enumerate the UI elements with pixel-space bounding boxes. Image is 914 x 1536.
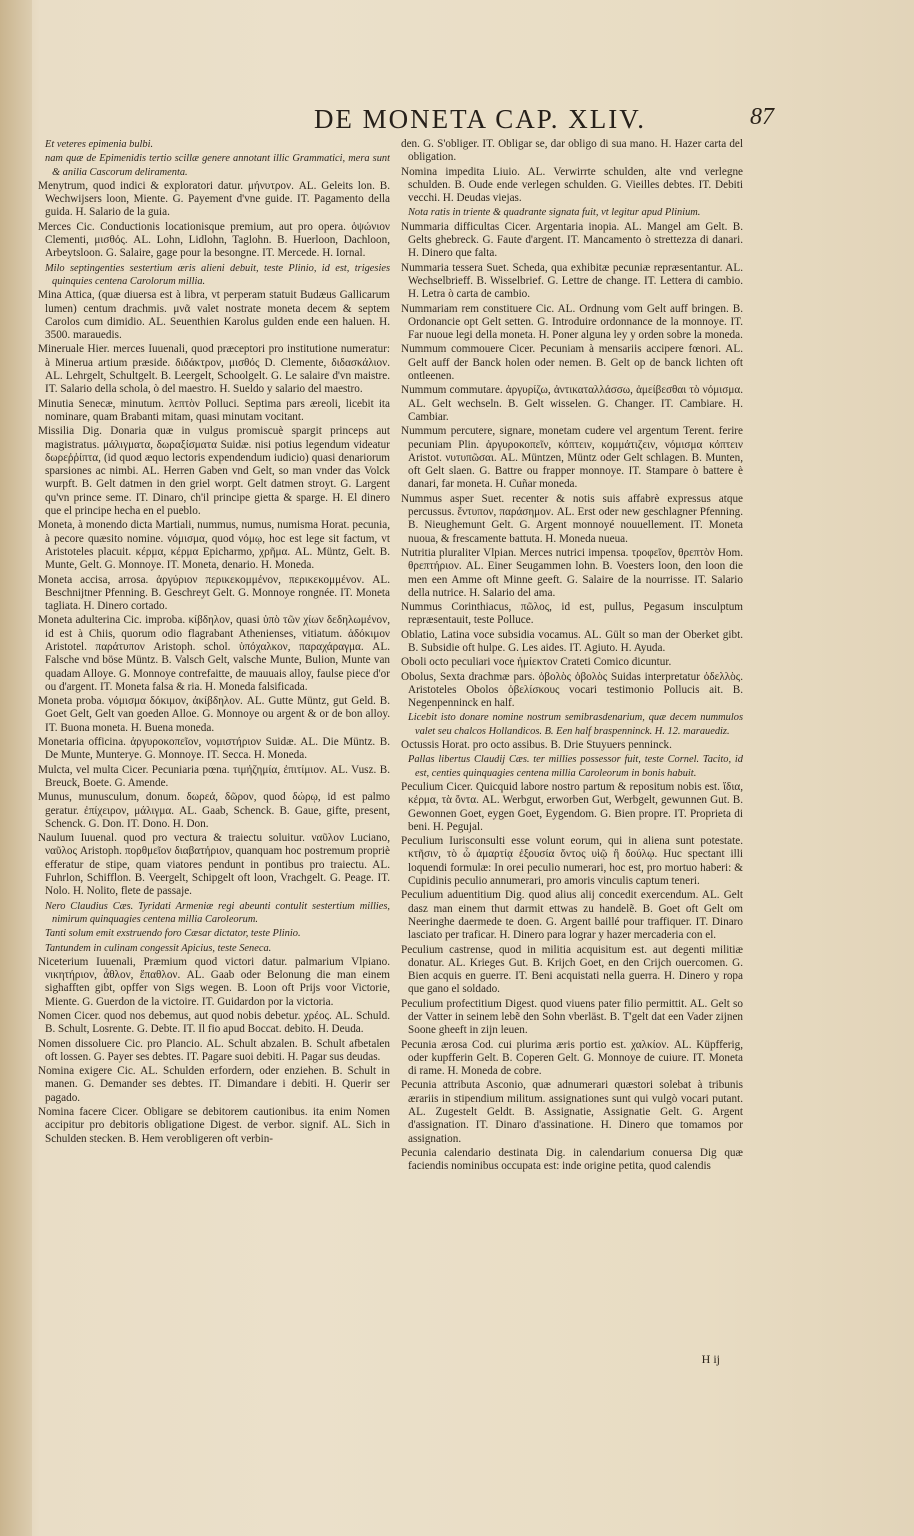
dictionary-entry: Nummaria tessera Suet. Scheda, qua exhibitæ pecuniæ repræsentantur. AL. Wechselbrieff. B. Wisselbrief. G. Lettre de change. IT. Lettera di cambio. H. Letra ò carta de cambio.: [401, 261, 743, 301]
dictionary-entry: Nomina impedita Liuio. AL. Verwirrte schulden, alte vnd verlegne schulden. B. Oude ende verlegen schulden. G. Vieilles debtes. IT. Debiti vecchi. H. Deudas viejas.: [401, 165, 743, 205]
dictionary-entry: Nummum commutare. ἀργυρίζω, ἀντικαταλλάσσω, ἀμείβεσθαι τὸ νόμισμα. AL. Gelt wechseln. B. Gelt wisselen. G. Changer. IT. Cambiare. H. Cambiar.: [401, 384, 743, 423]
citation-note: nam quæ de Epimenidis tertio scillæ genere annotant illic Grammatici, mera sunt & anilia Cascorum deliramenta.: [45, 153, 390, 178]
dictionary-entry: Moneta accisa, arrosa. ἀργύριον περικεκομμένον, περικεκομμένον. AL. Beschnijtner Pfenning. B. Geschreyt Gelt. G. Monnoye rongnée. IT. Moneta tagliata. H. Dinero cortado.: [38, 573, 390, 613]
dictionary-entry: Nomen dissoluere Cic. pro Plancio. AL. Schult abzalen. B. Schult afbetalen oft lossen. G. Payer ses debtes. IT. Pagare suoi debiti. H. Pagar sus deudas.: [38, 1037, 390, 1063]
citation-note: Nota ratis in triente & quadrante signata fuit, vt legitur apud Plinium.: [408, 207, 701, 219]
dictionary-entry: Peculium Iurisconsulti esse volunt eorum, qui in aliena sunt potestate. κτῆσιν, τὸ ὧ ἀμαρτίᾳ ἐξουσία ὄντος υἱῷ ἢ δούλῳ. Huc spectant illi loquendi formulæ: In orei peculio numerari, hoc est, pro mortuo haberi: & Cupidinis peculio annumerari, pro amoris vinculis captum teneri.: [401, 835, 743, 888]
running-header: DE MONETA CAP. XLIV.: [313, 104, 647, 134]
dictionary-entry: Nummaria difficultas Cicer. Argentaria inopia. AL. Mangel am Gelt. B. Gelts ghebreck. G. Faute d'argent. IT. Mancamento ò strettezza di danari. H. Dinero que falta.: [401, 220, 743, 260]
dictionary-entry: Oboli octo peculiari voce ἡμίεκτον Crateti Comico dicuntur.: [401, 656, 672, 669]
dictionary-entry: Nummariam rem constituere Cic. AL. Ordnung vom Gelt auff bringen. B. Ordonancie opt Gelt setten. G. Introduire ordonnance de la monnoye. IT. Far nuoue legi della moneta. H. Poner alguna ley y orden sobre la moneda.: [401, 302, 743, 342]
dictionary-entry: Nummus Corinthiacus, πῶλος, id est, pullus, Pegasum insculptum repræsentauit, teste Polluce.: [401, 601, 743, 627]
dictionary-entry: Oblatio, Latina voce subsidia vocamus. AL. Gült so man der Oberket gibt. B. Subsidie oft hulpe. G. Les aides. IT. Agiuto. H. Ayuda.: [401, 628, 743, 654]
dictionary-entry: Merces Cic. Conductionis locationisque premium, aut pro opera. ὀψώνιον Clementi, μισθός. AL. Lohn, Lidlohn, Taglohn. B. Huerloon, Dachloon, Arbeytsloon. G. Salaire, gage pour la besongne. IT. Mercede. H. Iornal.: [38, 220, 390, 260]
page-number: 87: [750, 104, 774, 130]
dictionary-entry: Missilia Dig. Donaria quæ in vulgus promiscuè spargit princeps aut magistratus. μάλιγματα, δωραξίσματα Suidæ. nisi potius legendum videatur δωρεῤῥίπτα, (id quod æquo lectoris expendendum iudicio) quasi denariorum sparsiones ac nimbi. AL. Herren Gaben vnd Gelt, so man vnder das Volck wurpft. B. Gelt datmen in den griel worpt. Gelt datmen stroyt. G. Largent qu'vn prince seme. IT. Dinaro, ch'il principe gietta & sparge. H. El dinero que el principe hecha en el pueblo.: [38, 425, 390, 518]
dictionary-entry: Moneta proba. νόμισμα δόκιμον, ἀκίβδηλον. AL. Gutte Müntz, gut Geld. B. Goet Gelt, Gelt van goeden Alloe. G. Monnoye ou argent & or de bon alloy. IT. Buona moneta. H. Buena moneda.: [38, 695, 390, 734]
signature-mark: H ij: [701, 1352, 720, 1366]
citation-note: Tanti solum emit exstruendo foro Cæsar dictator, teste Plinio.: [45, 928, 301, 940]
dictionary-entry: Niceterium Iuuenali, Præmium quod victori datur. palmarium Vlpiano. νικητήριον, ἆθλον, ἔπαθλον. AL. Gaab oder Belonung die man einem sighafften gibt, opffer von Sigs wegen. B. Loon oft Prijs voor Victorie, Miente. G. Guerdon de la victoire. IT. Guidardon por la victoria.: [38, 955, 390, 1008]
dictionary-entry: Mineruale Hier. merces Iuuenali, quod præceptori pro institutione numeratur: à Minerua artium præside. διδάκτρον, μισθός D. Clemente, διδασκάλιον. AL. Lehrgelt, Schultgelt. B. Leergelt, Schoolgelt. G. Le salaire d'vn maistre. IT. Salario della schola, ò del maestro. H. Sueldo y salario del maestro.: [38, 343, 390, 396]
right-text-column: [401, 138, 743, 1368]
dictionary-entry: Nummus asper Suet. recenter & notis suis affabrè expressus atque percussus. ἔντυπον, παράσημον. AL. Erst oder new geschlagner Pfenning. B. Nieughemunt Gelt. G. Argent monnoyé nouuellement. IT. Moneta nuoua, & frescamente battuta. H. Moneda nueua.: [401, 492, 743, 545]
dictionary-entry: Nutritia pluraliter Vlpian. Merces nutrici impensa. τροφεῖον, θρεπτὸν Hom. θρεπτήριον. AL. Einer Seugammen lohn. B. Voesters loon, den loon die men een Amme oft Minne geeft. G. Salaire de la nourrisse. IT. Salario della nutrice. H. Salario del ama.: [401, 546, 743, 599]
dictionary-entry: Obolus, Sexta drachmæ pars. ὀβολὸς ὀβολὸς Suidas interpretatur ὀδελλὸς. Aristoteles Obolos ὀβελίσκους vocari testimonio Pollucis ait. B. Negenpenninck en half.: [401, 670, 743, 710]
dictionary-entry: Moneta, à monendo dicta Martiali, nummus, numus, numisma Horat. pecunia, à pecore quæsito nomine. νόμισμα, quod νόμῳ, hoc est lege sit factum, vt Aristoteles placuit. κέρμα, κέρμα Epicharmo, χρῆμα. AL. Müntz, Gelt. B. Munte, Gelt. G. Monnoye. IT. Moneta, denario. H. Moneda.: [38, 519, 390, 572]
dictionary-entry: Peculium Cicer. Quicquid labore nostro partum & repositum nobis est. ἴδια, κέρμα, τὰ ὄντα. AL. Werbgut, erworben Gut, Werbgelt, gewunnen Gut. B. Gewonnen Goet, eygen Goet, Eygendom. G. Bien propre. IT. Proprieta di beni. H. Pegujal.: [401, 780, 743, 833]
dictionary-entry: Nomina exigere Cic. AL. Schulden erfordern, oder enziehen. B. Schult in manen. G. Demander ses debtes. IT. Dimandare i debiti. H. Querir ser pagado.: [38, 1065, 390, 1104]
dictionary-entry: Naulum Iuuenal. quod pro vectura & traiectu soluitur. ναῦλον Luciano, ναῦλος Aristoph. πορθμεῖον διαβατήριον, quanquam hoc postremum propriè efferatur de stipe, quam viatores pendunt in pontibus pro traiectu. AL. Fuhrlon, Schifflon. B. Veergelt, Schipgelt oft loon, Vrachgelt. G. Peage. IT. Nolo. H. Nolito, flete de passaje.: [38, 832, 390, 898]
dictionary-entry: Minutia Senecæ, minutum. λεπτὸν Polluci. Septima pars æreoli, licebit ita nominare, quam Brabanti mitam, quasi minutam vocitant.: [38, 397, 390, 423]
dictionary-entry: Nummum percutere, signare, monetam cudere vel argentum Terent. ferire pecuniam Plin. ἀργυροκοπεῖν, κόπτειν, κομμάτιζειν, νόμισμα κόπτειν Aristot. νυτυπῶσαι. AL. Müntzen, Müntz oder Gelt schlagen. B. Munten, oft Gelt slaen. G. Battre ou frapper monnoye. IT. Stampare ò battere è danari, far moneta. H. Cuñar moneda.: [401, 425, 743, 491]
citation-note: Et veteres epimenia bulbi.: [45, 139, 154, 150]
dictionary-entry: Peculium castrense, quod in militia acquisitum est. aut degenti militiæ donatur. AL. Krieges Gut. B. Krijch Goet, en den Crijch ouercomen. G. Bien acquis en guerre. IT. Beni acquistati nella guerra. H. Dinero y ropa que gano el soldado.: [401, 943, 743, 996]
dictionary-entry: Moneta adulterina Cic. improba. κίβδηλον, quasi ὑπὸ τῶν χίων δεδηλωμένον, id est à Chiis, quorum odio flagrabant Athenienses, vitiatum. ἀδόκιμον Aristotel. παράτυπον Aristoph. schol. ὑπόχαλκον, παραχάραγμα. AL. Falsche vnd böse Müntz. B. Valsch Gelt, valsche Munte, Bulion, Munte van quadam Alloye. G. Monnoye contrefaitte, de mauuais alloy, faulse piece d'or ou d'argent. IT. Moneta falsa & ria. H. Moneda falsificada.: [38, 614, 390, 693]
dictionary-entry: Nomen Cicer. quod nos debemus, aut quod nobis debetur. χρέος. AL. Schuld. B. Schult, Losrente. G. Debte. IT. Il fio apud Boccat. debito. H. Deuda.: [38, 1010, 390, 1036]
citation-note: Tantundem in culinam congessit Apicius, teste Seneca.: [45, 942, 272, 954]
dictionary-entry: Octussis Horat. pro octo assibus. B. Drie Stuyuers penninck.: [401, 739, 672, 752]
binding-gutter: [0, 0, 32, 1536]
dictionary-entry: Monetaria officina. ἀργυροκοπεῖον, νομιστήριον Suidæ. AL. Die Müntz. B. De Munte, Munterye. G. Monnoye. IT. Secca. H. Moneda.: [38, 736, 390, 762]
dictionary-entry: Mina Attica, (quæ diuersa est à libra, vt perperam statuit Budæus Gallicarum lumen) centum drachmis. μνᾶ valet nostrate moneta decem & septem Carolos cum dimidio. AL. Seuenthien Karolus gulden ende een haluen. H. 3500. marauedis.: [38, 289, 390, 342]
citation-note: Licebit isto donare nomine nostrum semibrasdenarium, quæ decem nummulos valet seu chalcos Hollandicos. B. Een half braspenninck. H. 12. marauediz.: [408, 712, 743, 737]
dictionary-entry: Pecunia calendario destinata Dig. in calendarium conuersa Dig quæ faciendis nominibus occupata est: inde origine petita, quod calendis: [401, 1146, 743, 1173]
dictionary-entry: Munus, munusculum, donum. δωρεά, δῶρον, quod δώρῳ, id est palmo geratur. ἐπίχειρον, μάλιγμα. AL. Gaab, Schenck. B. Gaue, gifte, present, Schenck. G. Don. IT. Dono. H. Don.: [38, 791, 390, 830]
left-text-column: [38, 138, 390, 1368]
dictionary-entry: den. G. S'obliger. IT. Obligar se, dar obligo di sua mano. H. Hazer carta del obligation.: [401, 138, 743, 164]
dictionary-entry: Nummum commouere Cicer. Pecuniam à mensariis accipere fœnori. AL. Gelt auff der Banck holen oder nemen. B. Gelt op de banck lichten oft ontleenen.: [401, 343, 743, 383]
dictionary-entry: Mulcta, vel multa Cicer. Pecuniaria pœna. τιμήζημία, ἐπιτίμιον. AL. Vusz. B. Breuck, Boete. G. Amende.: [38, 763, 390, 789]
dictionary-entry: Pecunia ærosa Cod. cui plurima æris portio est. χαλκίον. AL. Küpfferig, oder kupfferin Gelt. B. Coperen Gelt. G. Monnoye de cuiure. IT. Moneta di rame. H. Moneda de cobre.: [401, 1038, 743, 1078]
citation-note: Pallas libertus Claudij Cæs. ter millies possessor fuit, teste Cornel. Tacito, id est, centies quinquagies centena millia Caroleorum in bonis habuit.: [408, 754, 743, 779]
dictionary-entry: Menytrum, quod indici & exploratori datur. μήνυτρον. AL. Geleits lon. B. Wechwijsers loon, Miente. G. Payement d'vne guide. IT. Pagamento della guida. H. Salario de la guia.: [38, 179, 390, 219]
citation-note: Nero Claudius Cæs. Tyridati Armeniæ regi abeunti contulit sestertium millies, nimirum quinquagies centena millia Caroleorum.: [45, 900, 390, 925]
dictionary-entry: Pecunia attributa Asconio, quæ adnumerari quæstori solebat à tribunis ærariis in stipendium militum. assignationes sunt qui vulgò vocari putant. AL. Zugestelt Geldt. B. Assignatie, Assignatie Gelt. G. Argent d'assignation. IT. Dinaro d'assinatione. H. Dinero que tomamos por assignation.: [401, 1079, 743, 1145]
dictionary-entry: Peculium profectitium Digest. quod viuens pater filio permittit. AL. Gelt so der Vatter in seinem lebẽ den Sohn vberläst. B. T'gelt dat een Vader zijnen Soone gheeft in zijn leuen.: [401, 997, 743, 1037]
dictionary-entry: Peculium aduentitium Dig. quod alius alij concedit exercendum. AL. Gelt dasz man einem thut darmit ettwas zu handelẽ. B. Goet oft Gelt om Neeringhe daermede te doen. G. Argent baillé pour traffiquer. IT. Dinaro lasciato per traficar. H. Dinero para lograr y hazer mercaderia con el.: [401, 889, 743, 942]
dictionary-entry: Nomina facere Cicer. Obligare se debitorem cautionibus. ita enim Nomen accipitur pro debitoris obligatione Digest. de verbor. signif. AL. Sich in Schulden stecken. B. Hem verobligeren oft verbin-: [38, 1106, 390, 1145]
citation-note: Milo septingenties sestertium æris alieni debuit, teste Plinio, id est, trigesies quinquies centena Carolorum millia.: [45, 262, 390, 287]
